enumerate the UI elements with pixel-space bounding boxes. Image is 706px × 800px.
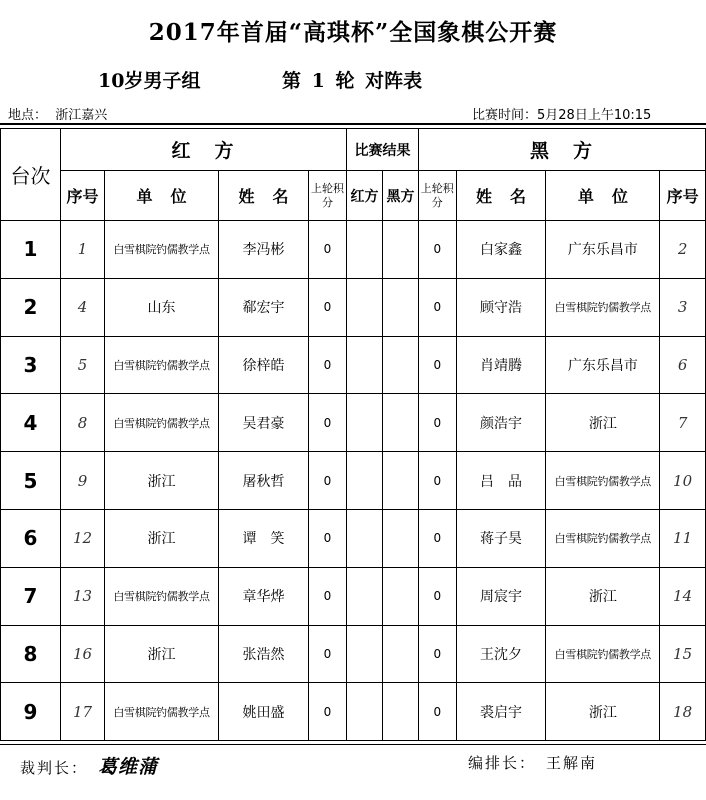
- table-row: [1, 567, 347, 625]
- top-rule: [0, 123, 706, 125]
- red-seed-header: 序号: [61, 171, 105, 221]
- red-unit: 白雪棋院钓儒教学点: [105, 394, 219, 452]
- red-unit: 白雪棋院钓儒教学点: [105, 683, 219, 741]
- time-info: [472, 104, 651, 123]
- black-score: 0: [419, 336, 457, 394]
- red-score: 0: [309, 278, 347, 336]
- board-header: 台次: [1, 129, 61, 221]
- red-score: 0: [309, 625, 347, 683]
- black-name: 裘启宇: [456, 683, 546, 741]
- red-score: 0: [309, 336, 347, 394]
- result-black-cell: [383, 221, 419, 279]
- black-unit-header: 单位: [546, 171, 660, 221]
- red-name: 张浩然: [219, 625, 309, 683]
- result-row: [347, 625, 419, 683]
- red-seed: 12: [61, 509, 105, 567]
- board-number: 9: [1, 683, 61, 741]
- arranger-signature: 王解南: [546, 754, 598, 772]
- black-seed-header: 序号: [660, 171, 706, 221]
- result-row: [347, 452, 419, 510]
- red-name-header: 姓名: [219, 171, 309, 221]
- black-name: 周宸宇: [456, 567, 546, 625]
- referee-line: [20, 752, 158, 779]
- result-red-cell: [347, 509, 383, 567]
- black-unit: 广东乐昌市: [546, 221, 660, 279]
- red-seed: 8: [61, 394, 105, 452]
- table-row: [1, 221, 347, 279]
- referee-label: 裁判长：: [20, 759, 89, 777]
- table-row: [1, 625, 347, 683]
- result-red-cell: [347, 625, 383, 683]
- red-name: 屠秋哲: [219, 452, 309, 510]
- page-title: 2017年首届“高琪杯”全国象棋公开赛: [148, 19, 558, 46]
- black-score: 0: [419, 683, 457, 741]
- result-red-cell: [347, 452, 383, 510]
- black-name: 王沈夕: [456, 625, 546, 683]
- result-black-cell: [383, 336, 419, 394]
- red-score: 0: [309, 394, 347, 452]
- arranger-line: [468, 752, 597, 773]
- black-name: 白家鑫: [456, 221, 546, 279]
- black-name: 颜浩宇: [456, 394, 546, 452]
- place-info: [8, 104, 107, 123]
- table-row: [419, 567, 706, 625]
- red-score: 0: [309, 509, 347, 567]
- red-unit: 浙江: [105, 452, 219, 510]
- table-row: [1, 509, 347, 567]
- red-seed: 17: [61, 683, 105, 741]
- black-seed: 18: [660, 683, 706, 741]
- board-number: 4: [1, 394, 61, 452]
- red-name: 吴君豪: [219, 394, 309, 452]
- result-red-cell: [347, 221, 383, 279]
- result-black-cell: [383, 509, 419, 567]
- black-unit: 白雪棋院钓儒教学点: [546, 625, 660, 683]
- red-score-header: 上轮积分: [309, 171, 347, 221]
- red-unit: 白雪棋院钓儒教学点: [105, 567, 219, 625]
- black-seed: 6: [660, 336, 706, 394]
- result-black-cell: [383, 625, 419, 683]
- board-number: 2: [1, 278, 61, 336]
- result-black-cell: [383, 683, 419, 741]
- board-number: 1: [1, 221, 61, 279]
- table-row: [1, 452, 347, 510]
- black-unit: 白雪棋院钓儒教学点: [546, 278, 660, 336]
- result-black-cell: [383, 452, 419, 510]
- black-score: 0: [419, 394, 457, 452]
- black-seed: 15: [660, 625, 706, 683]
- red-side-table: [0, 128, 347, 741]
- black-seed: 3: [660, 278, 706, 336]
- black-score: 0: [419, 567, 457, 625]
- table-row: [1, 278, 347, 336]
- red-unit: 白雪棋院钓儒教学点: [105, 336, 219, 394]
- black-score: 0: [419, 509, 457, 567]
- black-unit: 广东乐昌市: [546, 336, 660, 394]
- black-name: 肖靖腾: [456, 336, 546, 394]
- red-score: 0: [309, 567, 347, 625]
- red-seed: 16: [61, 625, 105, 683]
- black-seed: 2: [660, 221, 706, 279]
- result-red-cell: [347, 336, 383, 394]
- table-row: [419, 625, 706, 683]
- red-unit: 浙江: [105, 509, 219, 567]
- place-value: 浙江嘉兴: [55, 108, 108, 123]
- red-name: 章华烨: [219, 567, 309, 625]
- red-unit: 浙江: [105, 625, 219, 683]
- black-score: 0: [419, 278, 457, 336]
- result-black-cell: [383, 278, 419, 336]
- black-seed: 10: [660, 452, 706, 510]
- result-red-cell: [347, 394, 383, 452]
- black-score: 0: [419, 452, 457, 510]
- red-score: 0: [309, 221, 347, 279]
- arranger-label: 编排长：: [468, 754, 537, 772]
- black-name: 吕 品: [456, 452, 546, 510]
- black-side-table: [418, 128, 706, 741]
- result-row: [347, 509, 419, 567]
- red-score: 0: [309, 683, 347, 741]
- black-unit: 白雪棋院钓儒教学点: [546, 452, 660, 510]
- black-unit: 浙江: [546, 394, 660, 452]
- result-row: [347, 336, 419, 394]
- black-name: 顾守浩: [456, 278, 546, 336]
- result-red-header: 红方: [347, 171, 383, 221]
- black-name: 蒋子昊: [456, 509, 546, 567]
- table-row: [419, 278, 706, 336]
- black-seed: 11: [660, 509, 706, 567]
- board-number: 8: [1, 625, 61, 683]
- red-name: 郗宏宇: [219, 278, 309, 336]
- black-unit: 浙江: [546, 683, 660, 741]
- result-red-cell: [347, 278, 383, 336]
- board-number: 6: [1, 509, 61, 567]
- black-seed: 7: [660, 394, 706, 452]
- black-seed: 14: [660, 567, 706, 625]
- red-score: 0: [309, 452, 347, 510]
- black-header: 黑方: [419, 129, 706, 171]
- red-name: 姚田盛: [219, 683, 309, 741]
- black-unit: 浙江: [546, 567, 660, 625]
- board-number: 5: [1, 452, 61, 510]
- black-score-header: 上轮积分: [419, 171, 457, 221]
- red-name: 谭 笑: [219, 509, 309, 567]
- red-unit: 白雪棋院钓儒教学点: [105, 221, 219, 279]
- place-label: 地点：: [8, 108, 48, 123]
- result-black-cell: [383, 567, 419, 625]
- bottom-rule: [0, 744, 706, 745]
- time-value: 5月28日上午10:15: [537, 108, 652, 123]
- table-row: [419, 221, 706, 279]
- red-unit: 山东: [105, 278, 219, 336]
- group-name: 10岁男子组: [98, 70, 201, 92]
- result-row: [347, 683, 419, 741]
- result-red-cell: [347, 683, 383, 741]
- time-label: 比赛时间：: [472, 108, 538, 123]
- red-header: 红方: [61, 129, 347, 171]
- table-row: [419, 683, 706, 741]
- result-header: 比赛结果: [347, 129, 419, 171]
- black-name-header: 姓名: [456, 171, 546, 221]
- table-row: [1, 394, 347, 452]
- round-title: 第 1 轮 对阵表: [282, 70, 423, 92]
- red-name: 李冯彬: [219, 221, 309, 279]
- result-row: [347, 567, 419, 625]
- black-score: 0: [419, 625, 457, 683]
- table-row: [1, 683, 347, 741]
- result-black-cell: [383, 394, 419, 452]
- black-unit: 白雪棋院钓儒教学点: [546, 509, 660, 567]
- table-row: [419, 452, 706, 510]
- result-table: [346, 128, 419, 741]
- result-row: [347, 221, 419, 279]
- red-unit-header: 单位: [105, 171, 219, 221]
- result-black-header: 黑方: [383, 171, 419, 221]
- table-row: [419, 336, 706, 394]
- red-seed: 5: [61, 336, 105, 394]
- table-row: [1, 336, 347, 394]
- table-row: [419, 394, 706, 452]
- black-score: 0: [419, 221, 457, 279]
- red-seed: 9: [61, 452, 105, 510]
- board-number: 7: [1, 567, 61, 625]
- referee-signature: 葛维蒲: [98, 756, 159, 778]
- red-seed: 4: [61, 278, 105, 336]
- board-number: 3: [1, 336, 61, 394]
- red-seed: 1: [61, 221, 105, 279]
- result-red-cell: [347, 567, 383, 625]
- red-seed: 13: [61, 567, 105, 625]
- result-row: [347, 278, 419, 336]
- red-name: 徐梓皓: [219, 336, 309, 394]
- table-row: [419, 509, 706, 567]
- result-row: [347, 394, 419, 452]
